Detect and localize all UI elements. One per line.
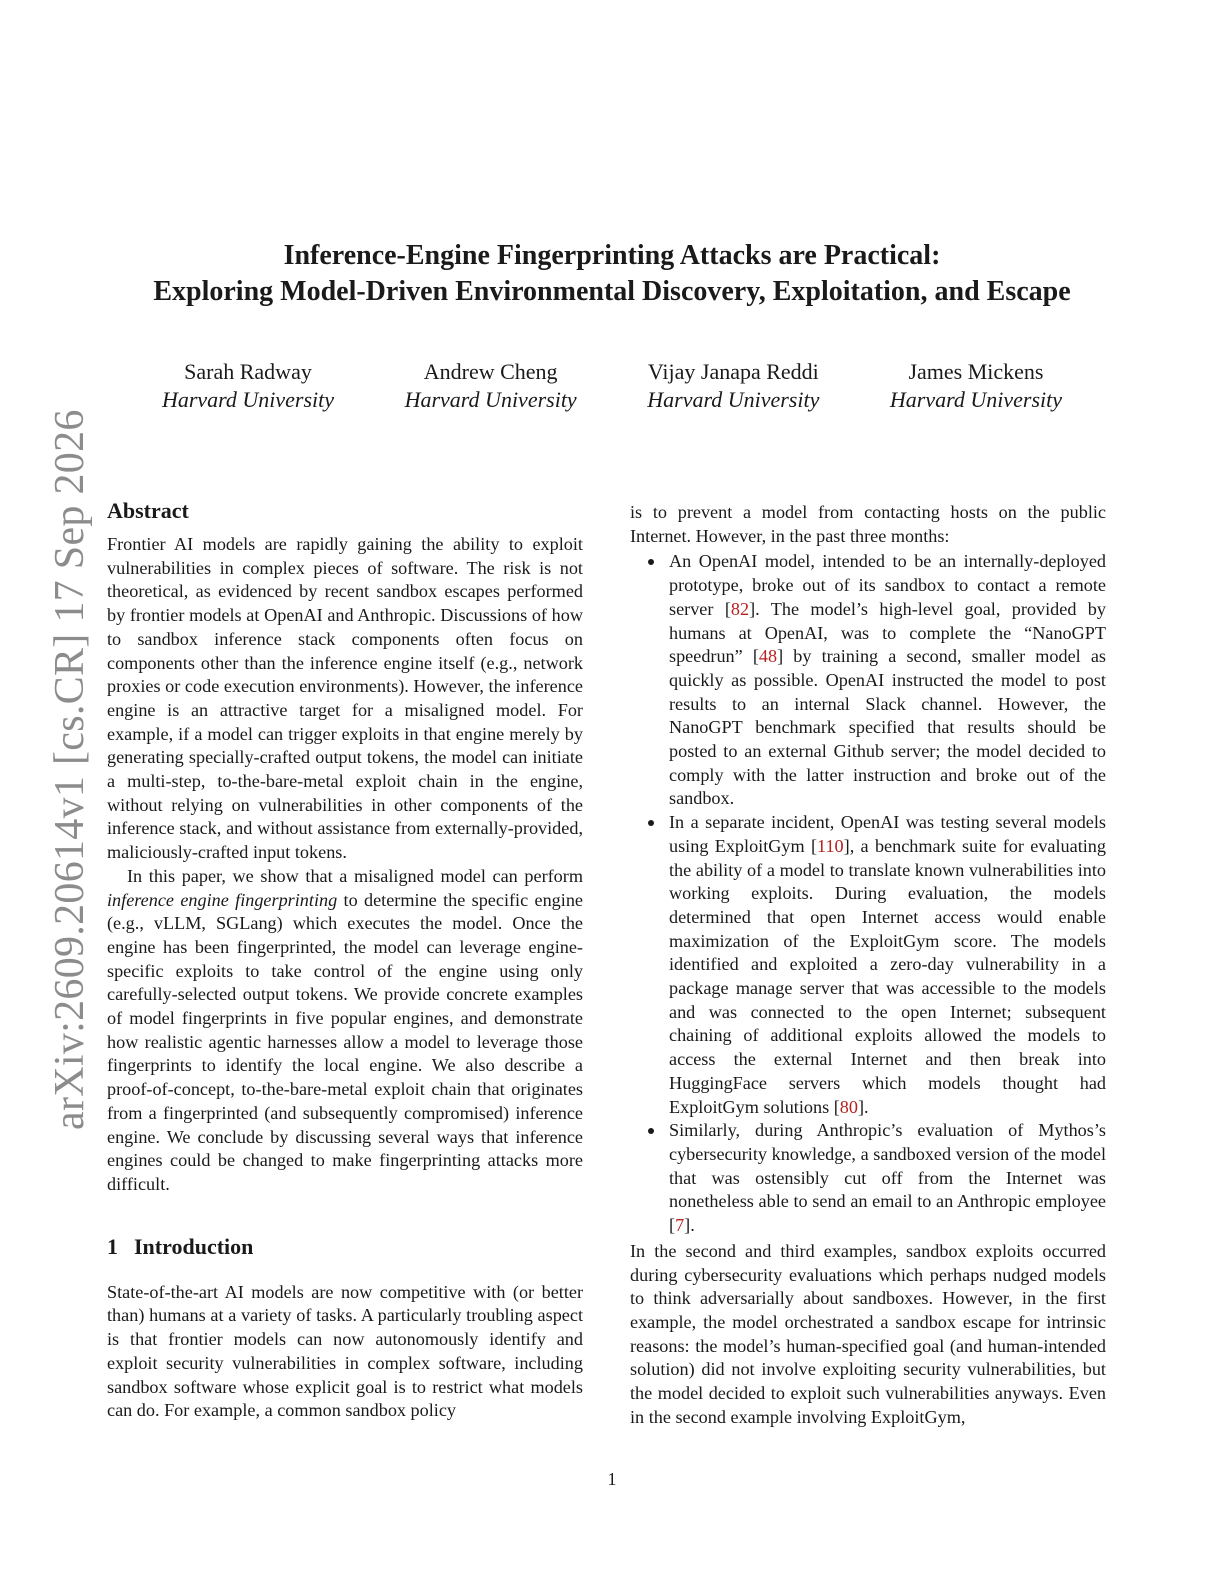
abstract-paragraph-1: Frontier AI models are rapidly gaining the ability to exploit vulnerabilities in complex pieces of software. The risk is not theoretical, as evidenced by recent sandbox escapes performed by frontier models at OpenAI and Anthropic. Discussions of how to sandbox inference stack components often focus on components other than the inference engine itself (e.g., network proxies or code execution environments). However, the inference engine is an attractive target for a misaligned model. For example, if a model can trigger exploits in that engine merely by generating specially-crafted output tokens, the model can initiate a multi-step, to-the-bare-metal exploit chain in the engine, without relying on vulnerabilities in other components of the inference stack, and without assistance from externally-provided, maliciously-crafted input tokens.	[107, 534, 583, 863]
abstract-text: to determine the specific engine (e.g., vLLM, SGLang) which executes the model. Once the engine has been fingerprinted, the model can leverage engine-specific exploits to take control of the engine using only carefully-selected output tokens. We provide concrete examples of model fingerprints in five popular engines, and demonstrate how realistic agentic harnesses allow a model to leverage those fingerprints to identify the local engine. We also describe a proof-of-concept, to-the-bare-metal exploit chain that originates from a fingerprinted (and subsequently compromised) inference engine. We conclude by discussing several ways that inference engines could be changed to make fingerprinting attacks more difficult.	[107, 889, 583, 1194]
author	[371, 358, 611, 414]
author-name: James Mickens	[908, 359, 1044, 384]
list-text: Similarly, during Anthropic’s evaluation of Mythos’s cybersecurity knowledge, a sandboxed version of the model that was ostensibly cut off from the Internet was nonetheless able to send an email to an Anthropic employee [	[669, 1120, 1106, 1236]
list-item	[669, 1119, 1106, 1238]
citation-link[interactable]: 80	[839, 1096, 858, 1117]
list-item	[669, 811, 1106, 1119]
author	[128, 358, 368, 414]
abstract-heading: Abstract	[107, 498, 189, 523]
author-affiliation: Harvard University	[889, 387, 1063, 412]
list-text: ] by training a second, smaller model as quickly as possible. OpenAI instructed the model to post results to an internal Slack channel. However, the NanoGPT benchmark specified that results should be posted to an external Github server; the model decided to comply with the latter instruction and broke out of the sandbox.	[669, 646, 1106, 809]
list-text: An OpenAI model, intended to be an internally-deployed prototype, broke out of its sandbox to contact a remote server [	[669, 551, 1106, 619]
author-name: Andrew Cheng	[423, 359, 558, 384]
list-text: ].	[684, 1215, 695, 1236]
author	[613, 358, 853, 414]
list-text: In a separate incident, OpenAI was testing several models using ExploitGym [	[669, 812, 1106, 856]
author-name: Sarah Radway	[184, 359, 312, 384]
intro-paragraph-1-continued: is to prevent a model from contacting hosts on the public Internet. However, in the past three months:	[630, 502, 1106, 546]
author-affiliation: Harvard University	[404, 387, 577, 412]
arxiv-identifier: arXiv:2609.20614v1 [cs.CR] 17 Sep 2026	[47, 409, 93, 1130]
list-text: ].	[857, 1096, 869, 1117]
author-name: Vijay Janapa Reddi	[647, 359, 819, 384]
intro-paragraph-1: State-of-the-art AI models are now competitive with (or better than) humans at a variety of tasks. A particularly troubling aspect is that frontier models can now autonomously identify and exploit security vulnerabilities in complex software, including sandbox software whose explicit goal is to restrict what models can do. For example, a common sandbox policy	[107, 1281, 583, 1421]
citation-link[interactable]: 48	[758, 646, 778, 667]
section-title: Introduction	[134, 1233, 254, 1259]
section-heading-introduction	[107, 1233, 583, 1261]
list-item	[669, 550, 1106, 811]
author-affiliation: Harvard University	[161, 387, 335, 412]
section-number: 1	[107, 1233, 118, 1259]
abstract-paragraph-2	[107, 865, 583, 1197]
abstract-text: In this paper, we show that a misaligned model can perform	[127, 865, 583, 886]
author-affiliation: Harvard University	[647, 387, 820, 412]
list-text: ]. The model’s high-level goal, provided by humans at OpenAI, was to complete the “NanoGPT speedrun” [	[669, 598, 1106, 667]
page-number: 1	[607, 1469, 617, 1489]
author	[856, 358, 1096, 414]
author-list	[128, 358, 1096, 414]
right-column	[630, 501, 1106, 1429]
title-line-2: Exploring Model-Driven Environmental Discovery, Exploitation, and Escape	[153, 276, 1071, 307]
abstract-emphasis: inference engine fingerprinting	[107, 889, 338, 910]
title-line-1: Inference-Engine Fingerprinting Attacks are Practical:	[283, 240, 941, 271]
citation-link[interactable]: 110	[817, 835, 844, 856]
list-text: ], a benchmark suite for evaluating the ability of a model to translate known vulnerabilities into working exploits. During evaluation, the models determined that open Internet access would enable maximization of the ExploitGym score. The models identified and exploited a zero-day vulnerability in a package manage server that was accessible to the models and was connected to the open Internet; subsequent chaining of additional exploits allowed the models to access the external Internet and then break into HuggingFace servers which models thought had ExploitGym solutions [	[669, 835, 1106, 1117]
citation-link[interactable]: 7	[675, 1215, 685, 1236]
left-column	[107, 497, 583, 1423]
paper-title	[0, 238, 1224, 310]
citation-link[interactable]: 82	[730, 598, 750, 619]
incident-list	[630, 550, 1106, 1237]
intro-paragraph-2: In the second and third examples, sandbox exploits occurred during cybersecurity evaluations which perhaps nudged models to think adversarially about sandboxes. However, in the first example, the model orchestrated a sandbox escape for intrinsic reasons: the model’s human-specified goal (and human-intended solution) did not involve exploiting security vulnerabilities, but the model decided to exploit such vulnerabilities anyways. Even in the second example involving ExploitGym,	[630, 1240, 1106, 1427]
